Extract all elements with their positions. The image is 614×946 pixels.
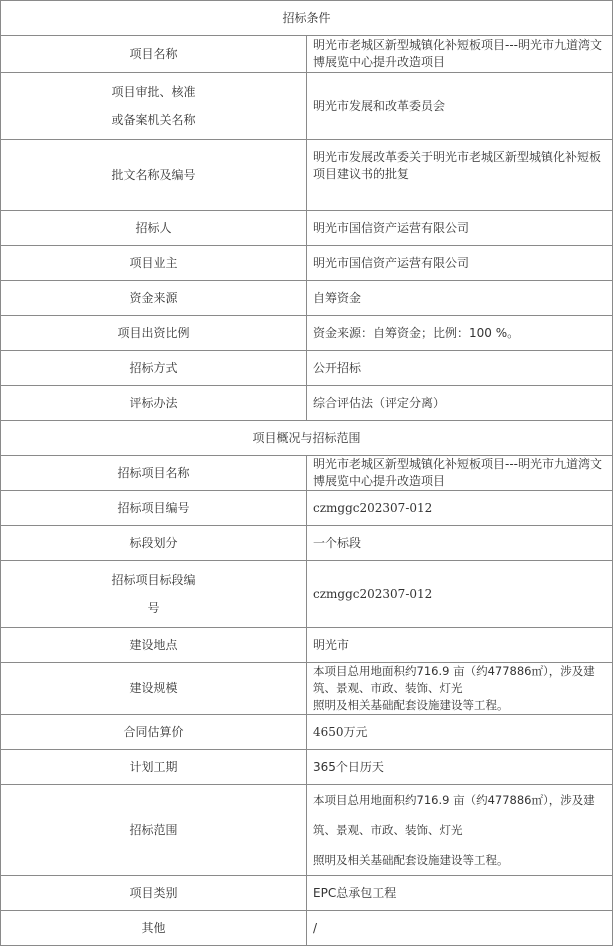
label-fund-source: 资金来源 xyxy=(1,281,307,316)
label-other: 其他 xyxy=(1,911,307,946)
label-range: 招标范围 xyxy=(1,785,307,876)
table-row xyxy=(1,211,613,246)
value-lot-no: czmggc202307-012 xyxy=(307,561,613,628)
value-tenderer: 明光市国信资产运营有限公司 xyxy=(307,211,613,246)
table-row xyxy=(1,73,613,140)
value-fund-ratio: 资金来源：自筹资金；比例：100 %。 xyxy=(307,316,613,351)
label-project-name: 项目名称 xyxy=(1,36,307,73)
value-evaluation: 综合评估法（评定分离） xyxy=(307,386,613,421)
section-title-conditions: 招标条件 xyxy=(1,1,613,36)
value-range-line1: 本项目总用地面积约716.9 亩（约477886㎡），涉及建筑、景观、市政、装饰、灯光 xyxy=(313,793,595,837)
value-range xyxy=(307,785,613,876)
value-tender-method: 公开招标 xyxy=(307,351,613,386)
table-row xyxy=(1,561,613,628)
table-row xyxy=(1,491,613,526)
table-row xyxy=(1,663,613,715)
table-row xyxy=(1,785,613,876)
label-approval-authority-line1: 项目审批、核准 xyxy=(111,85,196,99)
value-category: EPC总承包工程 xyxy=(307,876,613,911)
table-row xyxy=(1,281,613,316)
table-row xyxy=(1,526,613,561)
table-row xyxy=(1,876,613,911)
label-tender-name: 招标项目名称 xyxy=(1,456,307,491)
label-approval-doc: 批文名称及编号 xyxy=(1,140,307,211)
value-scale-line2: 照明及相关基础配套设施建设等工程。 xyxy=(313,698,509,712)
value-contract-price: 4650万元 xyxy=(307,715,613,750)
value-tender-no: czmggc202307-012 xyxy=(307,491,613,526)
label-owner: 项目业主 xyxy=(1,246,307,281)
label-tenderer: 招标人 xyxy=(1,211,307,246)
label-tender-method: 招标方式 xyxy=(1,351,307,386)
table-row xyxy=(1,750,613,785)
value-range-line2: 照明及相关基础配套设施建设等工程。 xyxy=(313,853,509,867)
value-scale-line1: 本项目总用地面积约716.9 亩（约477886㎡），涉及建筑、景观、市政、装饰、灯光 xyxy=(313,664,595,695)
table-row xyxy=(1,628,613,663)
table-row xyxy=(1,456,613,491)
value-approval-authority: 明光市发展和改革委员会 xyxy=(307,73,613,140)
label-approval-authority xyxy=(1,73,307,140)
table-row xyxy=(1,246,613,281)
label-lot-no xyxy=(1,561,307,628)
value-approval-doc: 明光市发展改革委关于明光市老城区新型城镇化补短板项目建议书的批复 xyxy=(307,140,613,211)
table-row xyxy=(1,36,613,73)
value-fund-source: 自筹资金 xyxy=(307,281,613,316)
label-tender-no: 招标项目编号 xyxy=(1,491,307,526)
label-category: 项目类别 xyxy=(1,876,307,911)
label-evaluation: 评标办法 xyxy=(1,386,307,421)
value-project-name: 明光市老城区新型城镇化补短板项目---明光市九道湾文博展览中心提升改造项目 xyxy=(307,36,613,73)
label-lots: 标段划分 xyxy=(1,526,307,561)
table-row xyxy=(1,911,613,946)
table-row xyxy=(1,140,613,211)
section-header-row xyxy=(1,421,613,456)
value-lots: 一个标段 xyxy=(307,526,613,561)
value-location: 明光市 xyxy=(307,628,613,663)
table-row xyxy=(1,386,613,421)
label-scale: 建设规模 xyxy=(1,663,307,715)
label-location: 建设地点 xyxy=(1,628,307,663)
label-approval-authority-line2: 或备案机关名称 xyxy=(111,113,196,127)
value-tender-name: 明光市老城区新型城镇化补短板项目---明光市九道湾文博展览中心提升改造项目 xyxy=(307,456,613,491)
label-lot-no-line2: 号 xyxy=(147,601,160,615)
table-row xyxy=(1,715,613,750)
label-fund-ratio: 项目出资比例 xyxy=(1,316,307,351)
value-owner: 明光市国信资产运营有限公司 xyxy=(307,246,613,281)
value-scale xyxy=(307,663,613,715)
label-contract-price: 合同估算价 xyxy=(1,715,307,750)
value-other: / xyxy=(307,911,613,946)
section-header-row xyxy=(1,1,613,36)
label-duration: 计划工期 xyxy=(1,750,307,785)
label-lot-no-line1: 招标项目标段编 xyxy=(111,573,196,587)
table-row xyxy=(1,316,613,351)
table-row xyxy=(1,351,613,386)
section-title-scope: 项目概况与招标范围 xyxy=(1,421,613,456)
value-duration: 365个日历天 xyxy=(307,750,613,785)
